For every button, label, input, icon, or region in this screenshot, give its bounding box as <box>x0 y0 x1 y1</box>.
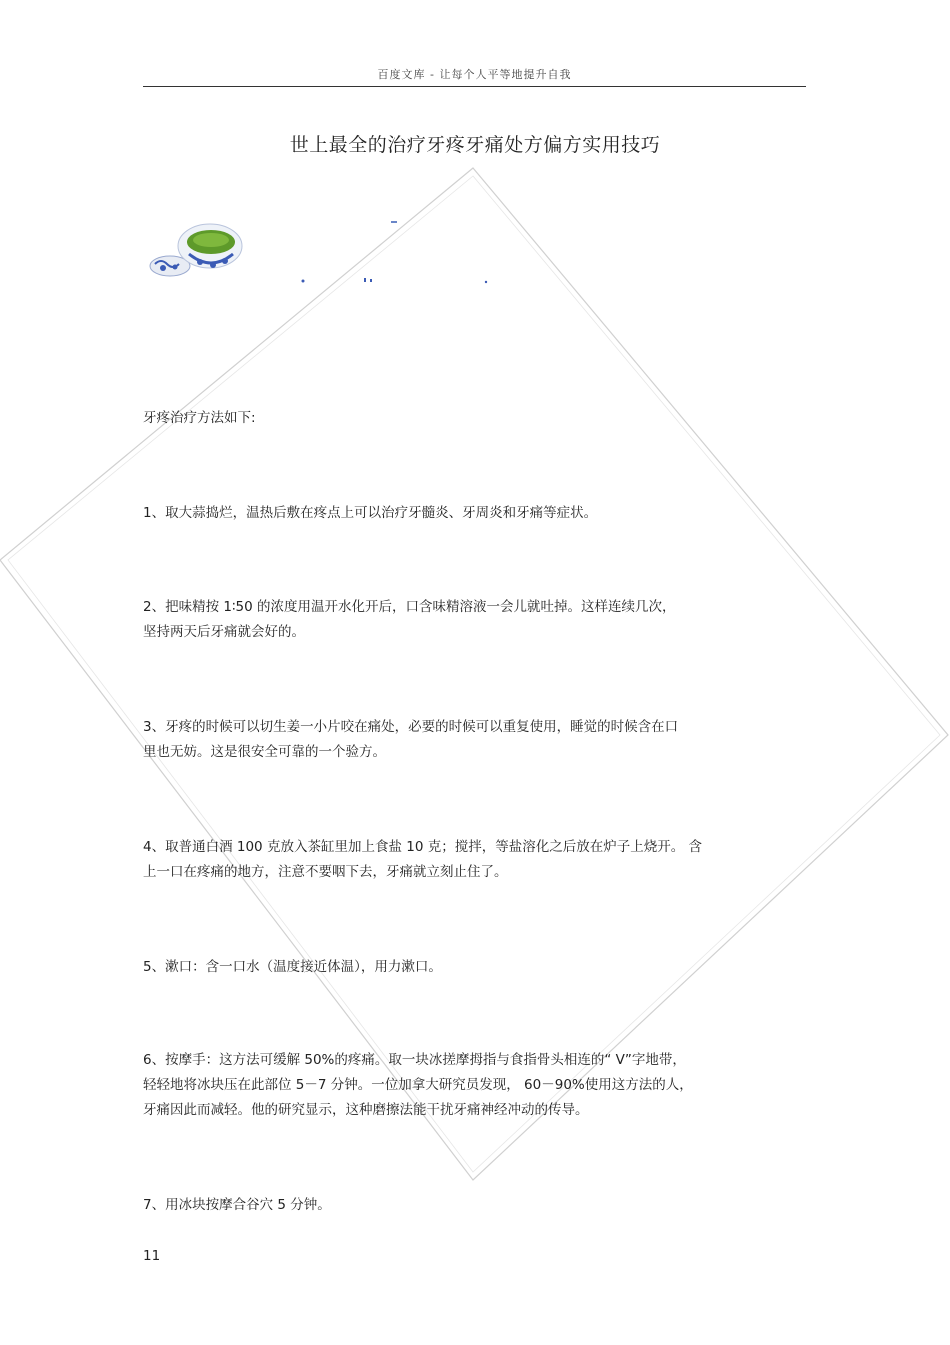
document-title: 世上最全的治疗牙疼牙痛处方偏方实用技巧 <box>289 134 661 156</box>
intro-text: 牙疼治疗方法如下: <box>143 410 256 426</box>
item-line: 牙痛因此而减轻。他的研究显示，这种磨擦法能干扰牙痛神经冲动的传导。 <box>143 1102 589 1118</box>
item-line: 7、用冰块按摩合谷穴 5 分钟。 <box>143 1197 331 1213</box>
item-line: 6、按摩手：这方法可缓解 50%的疼痛。取一块冰搓摩拇指与食指骨头相连的“ V”字地带， <box>143 1052 686 1068</box>
teacup-illustration <box>145 218 245 280</box>
item-line: 上一口在疼痛的地方，注意不要咽下去，牙痛就立刻止住了。 <box>143 864 508 880</box>
item-line: 里也无妨。这是很安全可靠的一个验方。 <box>143 744 386 760</box>
item-line: 5、漱口：含一口水（温度接近体温），用力漱口。 <box>143 959 442 975</box>
item-line: 4、取普通白酒 100 克放入茶缸里加上食盐 10 克；搅拌，等盐溶化之后放在炉子上烧开。 含 <box>143 839 702 855</box>
list-item <box>143 835 808 885</box>
item-line: 轻轻地将冰块压在此部位 5－7 分钟。一位加拿大研究员发现， 60－90%使用这方法的人， <box>143 1077 693 1093</box>
header-divider <box>143 86 806 87</box>
list-item <box>143 955 442 980</box>
item-line: 1、取大蒜捣烂，温热后敷在疼点上可以治疗牙髓炎、牙周炎和牙痛等症状。 <box>143 505 598 521</box>
item-line: 坚持两天后牙痛就会好的。 <box>143 624 305 640</box>
list-item <box>143 1048 808 1123</box>
item-line: 3、牙疼的时候可以切生姜一小片咬在痛处，必要的时候可以重复使用，睡觉的时候含在口 <box>143 719 679 735</box>
list-item <box>143 501 597 526</box>
list-item <box>143 1193 331 1218</box>
list-item <box>143 595 743 645</box>
page-header: 百度文库 - 让每个人平等地提升自我 <box>377 68 572 81</box>
item-line: 2、把味精按 1∶50 的浓度用温开水化开后，口含味精溶液一会儿就吐掉。这样连续几次， <box>143 599 676 615</box>
decorative-specks <box>290 210 510 290</box>
list-item <box>143 715 743 765</box>
page-number: 11 <box>143 1248 161 1264</box>
